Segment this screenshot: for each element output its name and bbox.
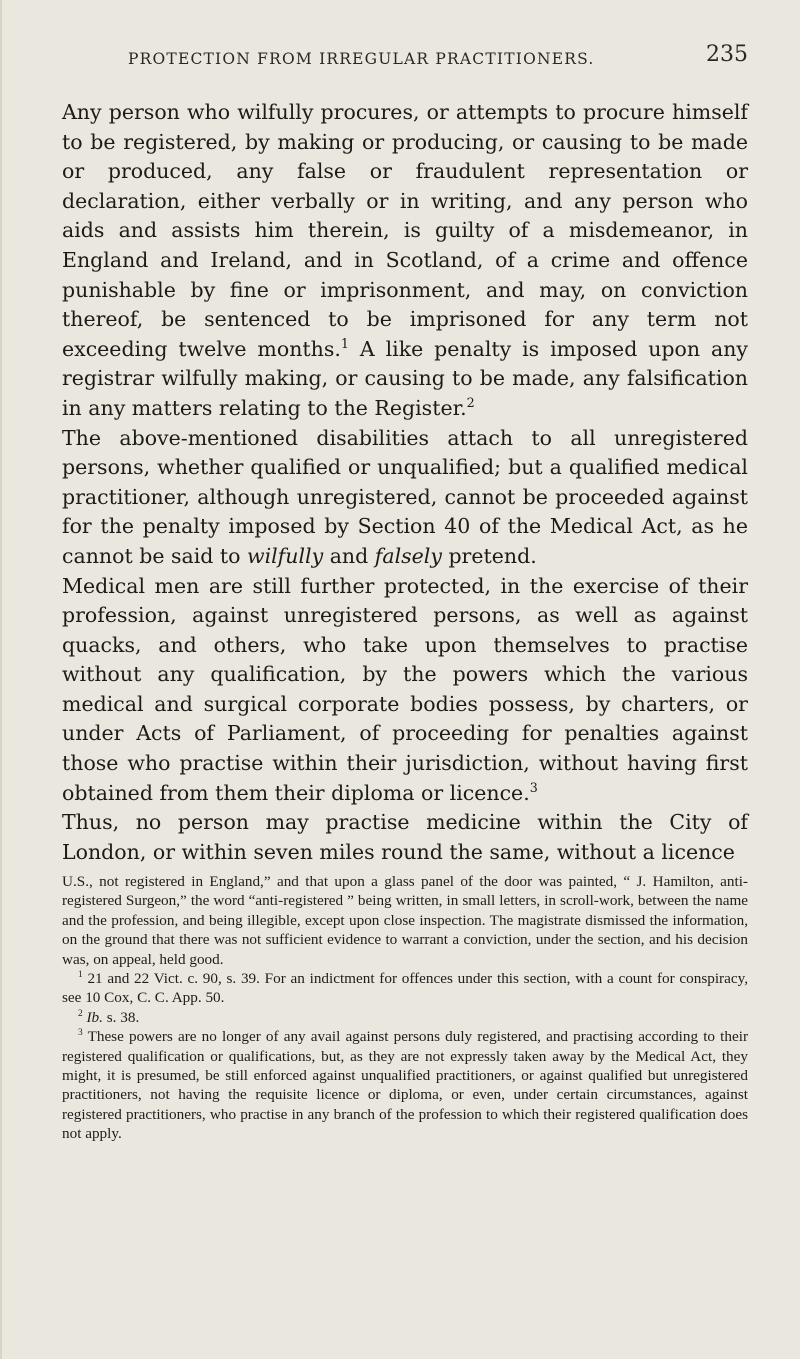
page-header [128, 42, 748, 82]
paragraph-protection [62, 572, 748, 809]
footnote-3 [62, 1027, 748, 1143]
footnote-text: 21 and 22 Vict. c. 90, s. 39. For an indictment for offences under this section, with a count for conspiracy, see 10 Cox, C. C. App. 50. [62, 970, 748, 1007]
footnote-ibid: Ib. [82, 1008, 103, 1026]
page-number: 235 [706, 42, 748, 67]
footnote-mark: 2 [78, 1008, 83, 1019]
footnote-mark: 1 [78, 969, 83, 980]
footnote-continuation: U.S., not registered in England,” and that upon a glass panel of the door was painted, “ J. Hamilton, anti-registered Surgeon,” the word “anti-registered ” being written, in small letters, in scroll-work, between the name and the profession, and being illegible, except upon close inspection. The magistrate dismissed the information, on the ground that there was not sufficient evidence to warrant a conviction, under the section, and his decision was, on appeal, held good. [62, 873, 748, 968]
paragraph-text: Thus, no person may practise medicine within the City of London, or within seven miles round the same, without a licence [62, 810, 748, 864]
paragraph-text: and [323, 543, 375, 568]
footnote-1 [62, 969, 748, 1008]
footnote-ref: 1 [340, 335, 349, 351]
running-title: PROTECTION FROM IRREGULAR PRACTITIONERS. [128, 50, 595, 68]
paragraph-text: A like penalty is imposed upon any registrar wilfully making, or causing to be made, any falsification in any matters relating to the Register. [62, 336, 748, 420]
footnote-mark: 3 [78, 1028, 83, 1039]
footnotes [62, 872, 748, 1144]
main-text [62, 98, 748, 867]
footnote-ref: 3 [529, 779, 538, 795]
paragraph-disabilities [62, 424, 748, 572]
paragraph-registration-fraud [62, 98, 748, 424]
paragraph-text: Medical men are still further protected, in the exercise of their profession, against unregistered persons, as well as against quacks, and others, who take upon themselves to practise without any qualification, by the powers which the various medical and surgical corporate bodies possess, by charters, or under Acts of Parliament, of proceeding for penalties against those who practise within their jurisdiction, without having first obtained from them their diploma or licence. [62, 573, 748, 805]
footnote-ref: 2 [466, 395, 475, 411]
page-edge [0, 0, 2, 1359]
paragraph-text: pretend. [441, 543, 537, 568]
footnote-2 [62, 1008, 748, 1027]
emphasis-falsely: falsely [374, 543, 442, 568]
paragraph-text: The above-mentioned disabilities attach to all unregistered persons, whether qualified or unqualified; but a qualified medical practitioner, although unregistered, cannot be proceeded against for the penalty imposed by Section 40 of the Medical Act, as he cannot be said to [62, 425, 748, 568]
paragraph-london [62, 808, 748, 867]
emphasis-wilfully: wilfully [247, 543, 324, 568]
footnote-text: s. 38. [102, 1008, 140, 1026]
footnote-text: These powers are no longer of any avail against persons duly registered, and practising according to their registered qualification or qualifications, but, as they are not expressly taken away by the Medical Act, they might, it is presumed, be still enforced against unqualified practitioners, or against qualified but unregistered practitioners, not having the requisite licence or diploma, or even, under certain circumstances, against registered practitioners, who practise in any branch of the profession to which their registered qualification does not apply. [62, 1028, 748, 1143]
paragraph-text: Any person who wilfully procures, or attempts to procure himself to be registered, by making or producing, or causing to be made or produced, any false or fraudulent representation or declaration, either verbally or in writing, and any person who aids and assists him therein, is guilty of a misdemeanor, in England and Ireland, and in Scotland, of a crime and offence punishable by fine or imprisonment, and may, on conviction thereof, be sentenced to be imprisoned for any term not exceeding twelve months. [62, 100, 748, 361]
